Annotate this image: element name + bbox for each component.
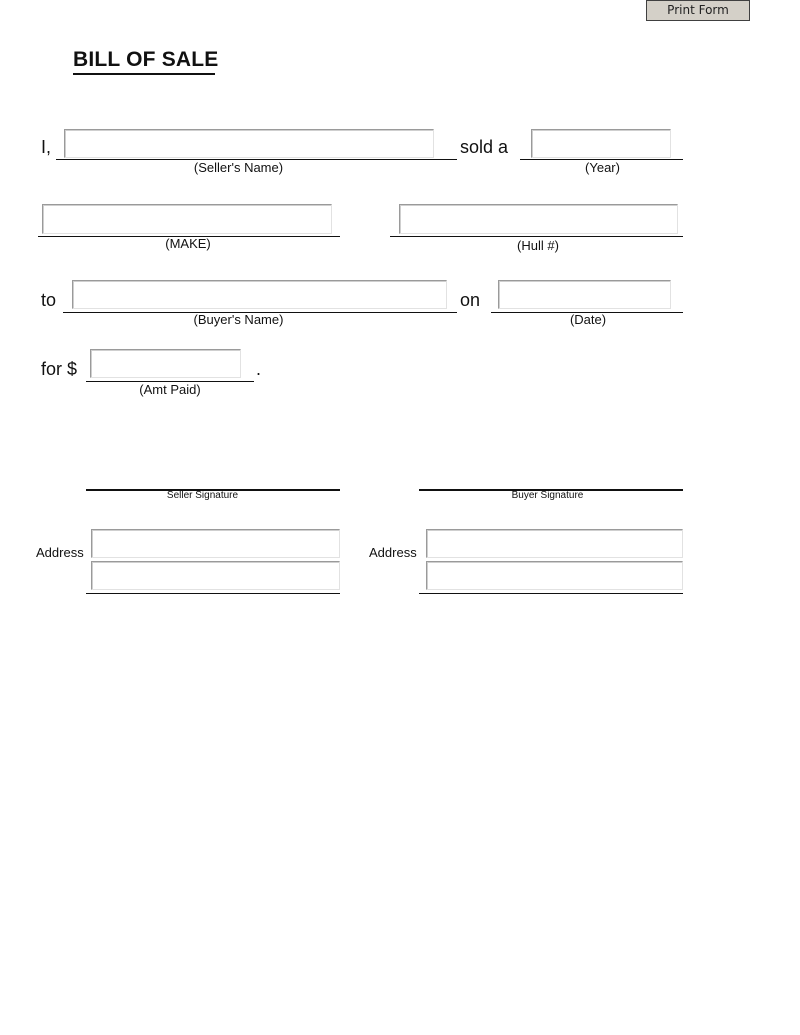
- word-period: .: [256, 359, 262, 379]
- buyer-address-label: Address: [369, 545, 417, 560]
- buyer-name-input[interactable]: [72, 280, 447, 309]
- print-form-button[interactable]: Print Form: [646, 0, 750, 21]
- hull-input[interactable]: [399, 204, 678, 234]
- year-caption: (Year): [585, 160, 620, 175]
- word-i: I,: [41, 137, 52, 157]
- buyer-address-line2-input[interactable]: [426, 561, 683, 590]
- date-caption: (Date): [569, 312, 607, 327]
- seller-address-line: [86, 593, 340, 594]
- make-caption: (MAKE): [165, 236, 211, 251]
- word-to: to: [41, 290, 57, 310]
- buyer-address-line: [419, 593, 683, 594]
- word-sold-a: sold a: [460, 137, 509, 157]
- make-input[interactable]: [42, 204, 332, 234]
- title-underline: [73, 73, 215, 75]
- hull-caption: (Hull #): [517, 238, 559, 253]
- seller-name-input[interactable]: [64, 129, 434, 158]
- seller-address-line1-input[interactable]: [91, 529, 340, 558]
- buyer-address-line1-input[interactable]: [426, 529, 683, 558]
- amount-paid-caption: (Amt Paid): [139, 382, 201, 397]
- seller-address-line2-input[interactable]: [91, 561, 340, 590]
- seller-signature-caption: Seller Signature: [166, 490, 239, 501]
- buyer-name-caption: (Buyer's Name): [193, 312, 284, 327]
- document-title: BILL OF SALE: [73, 48, 219, 71]
- amount-paid-input[interactable]: [90, 349, 241, 378]
- word-on: on: [460, 290, 481, 310]
- hull-line: [390, 236, 683, 237]
- seller-name-caption: (Seller's Name): [193, 160, 284, 175]
- seller-address-label: Address: [36, 545, 84, 560]
- buyer-signature-caption: Buyer Signature: [511, 490, 584, 501]
- word-for-dollar: for $: [41, 359, 78, 379]
- date-input[interactable]: [498, 280, 671, 309]
- year-input[interactable]: [531, 129, 671, 158]
